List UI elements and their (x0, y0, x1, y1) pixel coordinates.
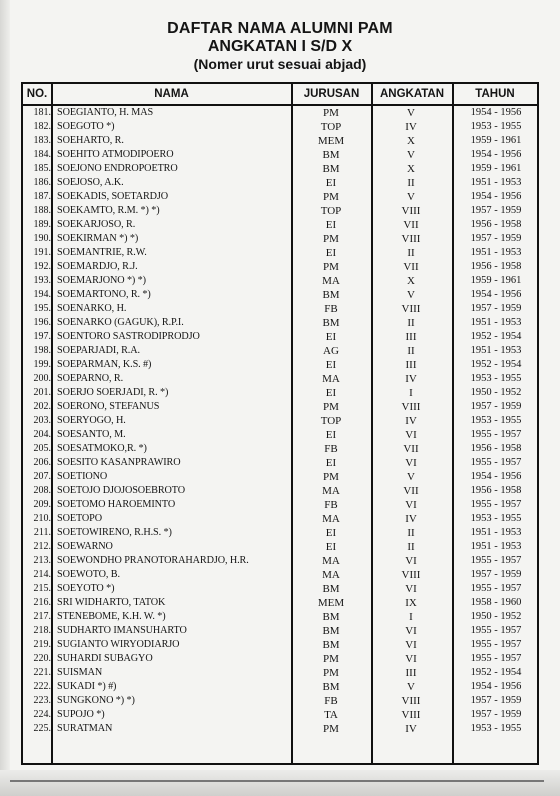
row-tahun: 1951 - 1953 (470, 527, 522, 538)
row-jurusan: PM (323, 401, 339, 413)
row-number: 211. (33, 527, 51, 538)
row-name: SOEWOTO, B. (57, 569, 120, 580)
page-bottom-edge (0, 770, 560, 796)
row-tahun: 1957 - 1959 (470, 233, 522, 244)
row-jurusan: EI (325, 247, 337, 259)
row-jurusan: MA (322, 485, 340, 497)
row-jurusan: BM (322, 317, 340, 329)
row-tahun: 1957 - 1959 (470, 709, 522, 720)
row-number: 197. (33, 331, 51, 342)
row-jurusan: MA (322, 275, 340, 287)
row-jurusan: EI (325, 359, 337, 371)
row-tahun: 1951 - 1953 (470, 345, 522, 356)
row-name: SUGIANTO WIRYODIARJO (57, 639, 180, 650)
row-angkatan: II (407, 527, 415, 539)
row-jurusan: BM (322, 149, 340, 161)
table-row (23, 540, 537, 554)
row-number: 210. (33, 513, 51, 524)
row-name: SUHARDI SUBAGYO (57, 653, 153, 664)
row-tahun: 1954 - 1956 (470, 681, 522, 692)
row-number: 187. (33, 191, 51, 202)
table-row (23, 722, 537, 736)
row-angkatan: III (405, 667, 417, 679)
row-jurusan: PM (323, 107, 339, 119)
row-tahun: 1955 - 1957 (470, 499, 522, 510)
table-row (23, 162, 537, 176)
row-angkatan: VII (403, 485, 419, 497)
row-name: SOESANTO, M. (57, 429, 126, 440)
row-number: 200. (33, 373, 51, 384)
row-name: SOEHITO ATMODIPOERO (57, 149, 174, 160)
row-number: 218. (33, 625, 51, 636)
row-name: SUKADI *) #) (57, 681, 117, 692)
row-tahun: 1953 - 1955 (470, 513, 522, 524)
row-number: 225. (33, 723, 51, 734)
row-angkatan: IV (405, 415, 417, 427)
row-tahun: 1955 - 1957 (470, 555, 522, 566)
row-tahun: 1957 - 1959 (470, 401, 522, 412)
row-jurusan: PM (323, 471, 339, 483)
row-tahun: 1950 - 1952 (470, 611, 522, 622)
row-jurusan: EI (325, 331, 337, 343)
table-row (23, 484, 537, 498)
row-angkatan: V (407, 289, 415, 301)
table-row (23, 428, 537, 442)
table-row (23, 498, 537, 512)
row-number: 181. (33, 107, 51, 118)
row-jurusan: EI (325, 457, 337, 469)
row-angkatan: VIII (401, 303, 421, 315)
row-number: 215. (33, 583, 51, 594)
row-angkatan: VIII (401, 709, 421, 721)
row-tahun: 1959 - 1961 (470, 163, 522, 174)
row-number: 207. (33, 471, 51, 482)
row-number: 194. (33, 289, 51, 300)
row-name: SUDHARTO IMANSUHARTO (57, 625, 187, 636)
row-name: SOEGIANTO, H. MAS (57, 107, 154, 118)
row-tahun: 1951 - 1953 (470, 541, 522, 552)
row-tahun: 1950 - 1952 (470, 387, 522, 398)
row-angkatan: VII (403, 443, 419, 455)
row-jurusan: MA (322, 513, 340, 525)
row-jurusan: TA (324, 709, 338, 721)
row-jurusan: MA (322, 555, 340, 567)
table-row (23, 596, 537, 610)
row-name: SOESATMOKO,R. *) (57, 443, 147, 454)
row-number: 217. (33, 611, 51, 622)
table-row (23, 694, 537, 708)
row-number: 201. (33, 387, 51, 398)
row-name: SOETOMO HAROEMINTO (57, 499, 176, 510)
table-row (23, 512, 537, 526)
row-angkatan: IV (405, 723, 417, 735)
row-tahun: 1954 - 1956 (470, 107, 522, 118)
row-number: 185. (33, 163, 51, 174)
header-angkatan: ANGKATAN (379, 88, 445, 100)
row-tahun: 1953 - 1955 (470, 373, 522, 384)
row-number: 192. (33, 261, 51, 272)
row-jurusan: PM (323, 191, 339, 203)
row-angkatan: VI (405, 429, 417, 441)
row-angkatan: V (407, 681, 415, 693)
row-name: SUNGKONO *) *) (57, 695, 135, 706)
row-number: 205. (33, 443, 51, 454)
row-tahun: 1952 - 1954 (470, 331, 522, 342)
row-jurusan: TOP (320, 121, 342, 133)
row-name: SOETIONO (57, 471, 108, 482)
table-row (23, 246, 537, 260)
table-row (23, 302, 537, 316)
table-row (23, 316, 537, 330)
row-number: 219. (33, 639, 51, 650)
table-row (23, 274, 537, 288)
row-jurusan: FB (324, 695, 338, 707)
row-angkatan: V (407, 149, 415, 161)
table-body (23, 106, 537, 736)
row-number: 186. (33, 177, 51, 188)
row-jurusan: BM (322, 639, 340, 651)
page-title: DAFTAR NAMA ALUMNI PAM (167, 20, 393, 37)
row-number: 188. (33, 205, 51, 216)
row-name: SUISMAN (57, 667, 103, 678)
row-name: SOESITO KASANPRAWIRO (57, 457, 181, 468)
row-jurusan: BM (322, 163, 340, 175)
row-tahun: 1955 - 1957 (470, 429, 522, 440)
row-name: SOEKAMTO, R.M. *) *) (57, 205, 160, 216)
row-jurusan: PM (323, 667, 339, 679)
row-name: SOEMARTONO, R. *) (57, 289, 151, 300)
row-angkatan: I (409, 611, 413, 623)
row-name: SOETOJO DJOJOSOEBROTO (57, 485, 185, 496)
row-name: SOEMANTRIE, R.W. (57, 247, 147, 258)
table-row (23, 666, 537, 680)
row-name: SOEPARMAN, K.S. #) (57, 359, 152, 370)
row-angkatan: VI (405, 555, 417, 567)
row-number: 190. (33, 233, 51, 244)
row-angkatan: VI (405, 457, 417, 469)
row-number: 220. (33, 653, 51, 664)
row-jurusan: EI (325, 541, 337, 553)
row-tahun: 1954 - 1956 (470, 289, 522, 300)
row-name: SOENTORO SASTRODIPRODJO (57, 331, 200, 342)
row-tahun: 1955 - 1957 (470, 457, 522, 468)
row-number: 196. (33, 317, 51, 328)
row-number: 212. (33, 541, 51, 552)
table-row (23, 372, 537, 386)
row-angkatan: VI (405, 583, 417, 595)
row-number: 191. (33, 247, 51, 258)
table-row (23, 344, 537, 358)
alumni-table (21, 82, 539, 765)
row-angkatan: VII (403, 219, 419, 231)
row-angkatan: VI (405, 653, 417, 665)
row-angkatan: IV (405, 373, 417, 385)
row-angkatan: VII (403, 261, 419, 273)
header-jurusan: JURUSAN (303, 88, 360, 100)
row-angkatan: I (409, 387, 413, 399)
row-name: STENEBOME, K.H. W. *) (57, 611, 166, 622)
page-subtitle: ANGKATAN I S/D X (207, 38, 353, 55)
row-angkatan: X (407, 135, 415, 147)
row-number: 202. (33, 401, 51, 412)
row-tahun: 1957 - 1959 (470, 205, 522, 216)
row-tahun: 1956 - 1958 (470, 485, 522, 496)
row-tahun: 1953 - 1955 (470, 723, 522, 734)
row-jurusan: FB (324, 499, 338, 511)
row-tahun: 1953 - 1955 (470, 121, 522, 132)
row-number: 208. (33, 485, 51, 496)
row-angkatan: III (405, 331, 417, 343)
row-angkatan: VI (405, 625, 417, 637)
row-tahun: 1956 - 1958 (470, 261, 522, 272)
table-row (23, 582, 537, 596)
row-angkatan: V (407, 107, 415, 119)
row-name: SOEGOTO *) (57, 121, 115, 132)
row-number: 206. (33, 457, 51, 468)
row-number: 189. (33, 219, 51, 230)
table-row (23, 652, 537, 666)
table-row (23, 358, 537, 372)
row-jurusan: FB (324, 443, 338, 455)
row-number: 199. (33, 359, 51, 370)
table-row (23, 680, 537, 694)
row-tahun: 1959 - 1961 (470, 275, 522, 286)
row-jurusan: EI (325, 177, 337, 189)
row-jurusan: MEM (317, 135, 345, 147)
row-angkatan: III (405, 359, 417, 371)
row-number: 224. (33, 709, 51, 720)
row-tahun: 1957 - 1959 (470, 569, 522, 580)
row-name: SRI WIDHARTO, TATOK (57, 597, 166, 608)
row-tahun: 1954 - 1956 (470, 191, 522, 202)
row-angkatan: II (407, 345, 415, 357)
table-row (23, 568, 537, 582)
row-angkatan: II (407, 317, 415, 329)
row-name: SOERONO, STEFANUS (57, 401, 160, 412)
row-angkatan: IV (405, 513, 417, 525)
row-jurusan: EI (325, 387, 337, 399)
row-name: SOERYOGO, H. (57, 415, 126, 426)
table-row (23, 526, 537, 540)
row-angkatan: VI (405, 499, 417, 511)
table-row (23, 414, 537, 428)
table-row (23, 288, 537, 302)
row-name: SOEJONO ENDROPOETRO (57, 163, 178, 174)
row-number: 182. (33, 121, 51, 132)
table-row (23, 708, 537, 722)
row-name: SOENARKO, H. (57, 303, 127, 314)
table-row (23, 400, 537, 414)
row-name: SOEJOSO, A.K. (57, 177, 124, 188)
table-row (23, 456, 537, 470)
row-name: SOEMARDJO, R.J. (57, 261, 138, 272)
row-name: SOEKARJOSO, R. (57, 219, 136, 230)
row-jurusan: EI (325, 429, 337, 441)
row-angkatan: VIII (401, 233, 421, 245)
row-tahun: 1951 - 1953 (470, 177, 522, 188)
row-tahun: 1957 - 1959 (470, 303, 522, 314)
row-tahun: 1951 - 1953 (470, 247, 522, 258)
row-jurusan: MA (322, 373, 340, 385)
table-row (23, 330, 537, 344)
header-tahun: TAHUN (475, 88, 515, 100)
table-row (23, 638, 537, 652)
row-tahun: 1952 - 1954 (470, 359, 522, 370)
row-name: SOENARKO (GAGUK), R.P.I. (57, 317, 184, 328)
row-jurusan: MEM (317, 597, 345, 609)
row-name: SOEPARJADI, R.A. (57, 345, 140, 356)
row-jurusan: PM (323, 261, 339, 273)
row-tahun: 1957 - 1959 (470, 695, 522, 706)
row-angkatan: II (407, 541, 415, 553)
row-number: 193. (33, 275, 51, 286)
row-tahun: 1953 - 1955 (470, 415, 522, 426)
row-number: 195. (33, 303, 51, 314)
row-name: SOEWARNO (57, 541, 113, 552)
table-row (23, 106, 537, 120)
row-name: SOEMARJONO *) *) (57, 275, 146, 286)
row-tahun: 1955 - 1957 (470, 653, 522, 664)
row-name: SOEWONDHO PRANOTORAHARDJO, H.R. (57, 555, 249, 566)
row-number: 213. (33, 555, 51, 566)
row-jurusan: AG (323, 345, 339, 357)
row-number: 216. (33, 597, 51, 608)
row-number: 204. (33, 429, 51, 440)
row-tahun: 1956 - 1958 (470, 443, 522, 454)
row-jurusan: TOP (320, 205, 342, 217)
row-angkatan: IX (405, 597, 417, 609)
row-number: 198. (33, 345, 51, 356)
row-angkatan: X (407, 163, 415, 175)
row-name: SOETOWIRENO, R.H.S. *) (57, 527, 172, 538)
table-row (23, 470, 537, 484)
row-jurusan: BM (322, 681, 340, 693)
row-angkatan: VI (405, 639, 417, 651)
table-row (23, 554, 537, 568)
row-jurusan: TOP (320, 415, 342, 427)
row-angkatan: V (407, 191, 415, 203)
row-angkatan: VIII (401, 205, 421, 217)
row-angkatan: II (407, 177, 415, 189)
table-row (23, 442, 537, 456)
row-name: SOEKADIS, SOETARDJO (57, 191, 169, 202)
page-bottom-rule (10, 780, 544, 782)
row-angkatan: V (407, 471, 415, 483)
row-name: SOEHARTO, R. (57, 135, 124, 146)
row-name: SOEKIRMAN *) *) (57, 233, 139, 244)
table-row (23, 260, 537, 274)
row-angkatan: II (407, 247, 415, 259)
table-row (23, 204, 537, 218)
row-number: 209. (33, 499, 51, 510)
table-row (23, 148, 537, 162)
table-row (23, 232, 537, 246)
row-tahun: 1959 - 1961 (470, 135, 522, 146)
row-tahun: 1955 - 1957 (470, 639, 522, 650)
row-name: SOEYOTO *) (57, 583, 115, 594)
table-row (23, 120, 537, 134)
row-angkatan: IV (405, 121, 417, 133)
table-row (23, 610, 537, 624)
row-number: 184. (33, 149, 51, 160)
header-no: NO. (26, 88, 48, 100)
row-jurusan: BM (322, 611, 340, 623)
table-row (23, 176, 537, 190)
page-note: (Nomer urut sesuai abjad) (193, 56, 367, 72)
row-tahun: 1958 - 1960 (470, 597, 522, 608)
row-tahun: 1954 - 1956 (470, 471, 522, 482)
row-jurusan: MA (322, 569, 340, 581)
table-row (23, 218, 537, 232)
row-number: 223. (33, 695, 51, 706)
row-number: 222. (33, 681, 51, 692)
table-header (23, 84, 537, 106)
table-row (23, 386, 537, 400)
row-tahun: 1956 - 1958 (470, 219, 522, 230)
row-jurusan: BM (322, 583, 340, 595)
row-jurusan: PM (323, 723, 339, 735)
row-tahun: 1955 - 1957 (470, 583, 522, 594)
row-angkatan: VIII (401, 401, 421, 413)
row-name: SOERJO SOERJADI, R. *) (57, 387, 169, 398)
row-name: SOEPARNO, R. (57, 373, 124, 384)
table-row (23, 134, 537, 148)
table-row (23, 190, 537, 204)
row-jurusan: BM (322, 289, 340, 301)
row-angkatan: VIII (401, 695, 421, 707)
header-nama: NAMA (154, 88, 189, 100)
row-jurusan: EI (325, 219, 337, 231)
page-edge-shadow (0, 0, 10, 796)
row-tahun: 1955 - 1957 (470, 625, 522, 636)
row-name: SOETOPO (57, 513, 102, 524)
table-row (23, 624, 537, 638)
row-name: SURATMAN (57, 723, 113, 734)
row-number: 203. (33, 415, 51, 426)
row-tahun: 1951 - 1953 (470, 317, 522, 328)
row-name: SUPOJO *) (57, 709, 105, 720)
row-angkatan: VIII (401, 569, 421, 581)
row-jurusan: FB (324, 303, 338, 315)
row-jurusan: PM (323, 653, 339, 665)
row-number: 183. (33, 135, 51, 146)
row-tahun: 1952 - 1954 (470, 667, 522, 678)
row-jurusan: PM (323, 233, 339, 245)
row-number: 221. (33, 667, 51, 678)
row-number: 214. (33, 569, 51, 580)
row-jurusan: EI (325, 527, 337, 539)
row-angkatan: X (407, 275, 415, 287)
row-tahun: 1954 - 1956 (470, 149, 522, 160)
row-jurusan: BM (322, 625, 340, 637)
